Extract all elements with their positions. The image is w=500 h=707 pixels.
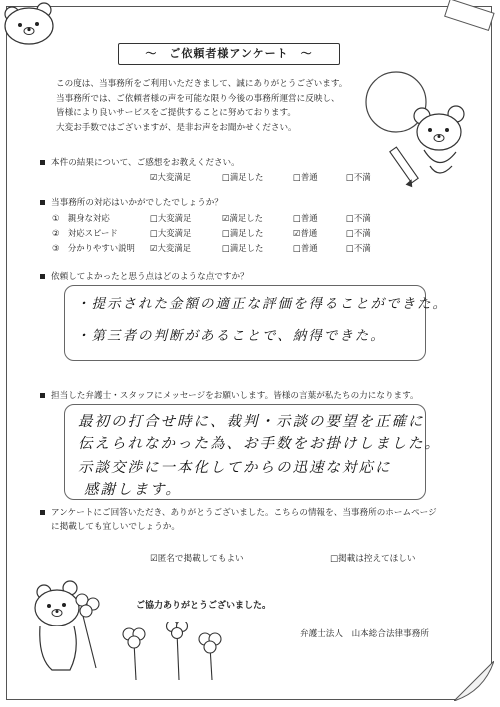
- consent-option-decline[interactable]: □掲載は控えてほしい: [330, 554, 416, 564]
- tape-icon: [440, 0, 500, 34]
- question-4: 担当した弁護士・スタッフにメッセージをお願いします。皆様の言葉が私たちの力になります。: [40, 389, 419, 401]
- q1-option-satisfied[interactable]: □満足した: [222, 172, 264, 182]
- q2-row1-option-satisfied[interactable]: ☑満足した: [222, 213, 264, 223]
- q4-answer-line: 最初の打合せ時に、裁判・示談の要望を正確に: [78, 414, 425, 430]
- q2-row1-option-normal[interactable]: □普通: [293, 213, 318, 223]
- q2-row1-option-dissatisfied[interactable]: □不満: [346, 213, 371, 223]
- q3-answer-line: ・提示された金額の適正な評価を得ることができた。: [76, 296, 448, 312]
- bear-with-pencil-icon: [356, 62, 468, 192]
- q2-row2-option-very-satisfied[interactable]: □大変満足: [150, 228, 192, 238]
- q2-row3-option-dissatisfied[interactable]: □不満: [346, 243, 371, 253]
- question-3: 依頼してよかったと思う点はどのような点ですか？: [40, 270, 249, 282]
- q2-row3-option-normal[interactable]: □普通: [293, 243, 318, 253]
- q2-row2-option-dissatisfied[interactable]: □不満: [346, 228, 371, 238]
- bear-with-clover-icon: [30, 578, 110, 678]
- q1-option-normal[interactable]: □普通: [293, 172, 318, 182]
- q1-option-dissatisfied[interactable]: □不満: [346, 172, 371, 182]
- bear-top-left-icon: [0, 0, 60, 48]
- q3-answer-line: ・第三者の判断があることで、納得できた。: [76, 328, 386, 344]
- q2-row1-option-very-satisfied[interactable]: □大変満足: [150, 213, 192, 223]
- q2-row3-option-very-satisfied[interactable]: ☑大変満足: [150, 243, 192, 253]
- q2-row-label: ③ 分かりやすい説明: [52, 243, 135, 253]
- q4-answer-line: 示談交渉に一本化してからの迅速な対応に: [78, 460, 392, 476]
- q2-row3-option-satisfied[interactable]: □満足した: [222, 243, 264, 253]
- question-1: 本件の結果について、ご感想をお教えください。: [40, 156, 240, 168]
- consent-option-anonymous-ok[interactable]: ☑匿名で掲載してもよい: [150, 554, 244, 564]
- consent-text: アンケートにご回答いただき、ありがとうございました。こちらの情報を、当事務所のホームページ に掲載しても宜しいでしょうか。: [40, 506, 437, 534]
- law-firm-name: 弁護士法人 山本総合法律事務所: [300, 629, 429, 639]
- page-curl-icon: [454, 661, 494, 701]
- q4-answer-line: 感謝します。: [84, 482, 182, 498]
- thanks-message: ご協力ありがとうございました。: [136, 601, 272, 611]
- q2-row-label: ② 対応スピード: [52, 228, 118, 238]
- q4-answer-line: 伝えられなかった為、お手数をお掛けしました。: [78, 436, 441, 452]
- q2-row-label: ① 親身な対応: [52, 213, 110, 223]
- q1-option-very-satisfied[interactable]: ☑大変満足: [150, 172, 192, 182]
- intro-text: この度は、当事務所をご利用いただきまして、誠にありがとうございます。 当事務所では、ご依頼者様の声を可能な限り今後の事務所運営に反映し、 皆様により良いサービスをご提供することに努めております。 大変お手数ではございますが、是非お声をお聞かせください。: [56, 79, 348, 133]
- q2-row2-option-satisfied[interactable]: □満足した: [222, 228, 264, 238]
- question-2: 当事務所の対応はいかがでしたでしょうか？: [40, 196, 223, 208]
- clover-icon: [122, 622, 252, 682]
- q2-row2-option-normal[interactable]: ☑普通: [293, 228, 318, 238]
- survey-title: ～ ご依頼者様アンケート ～: [118, 43, 340, 65]
